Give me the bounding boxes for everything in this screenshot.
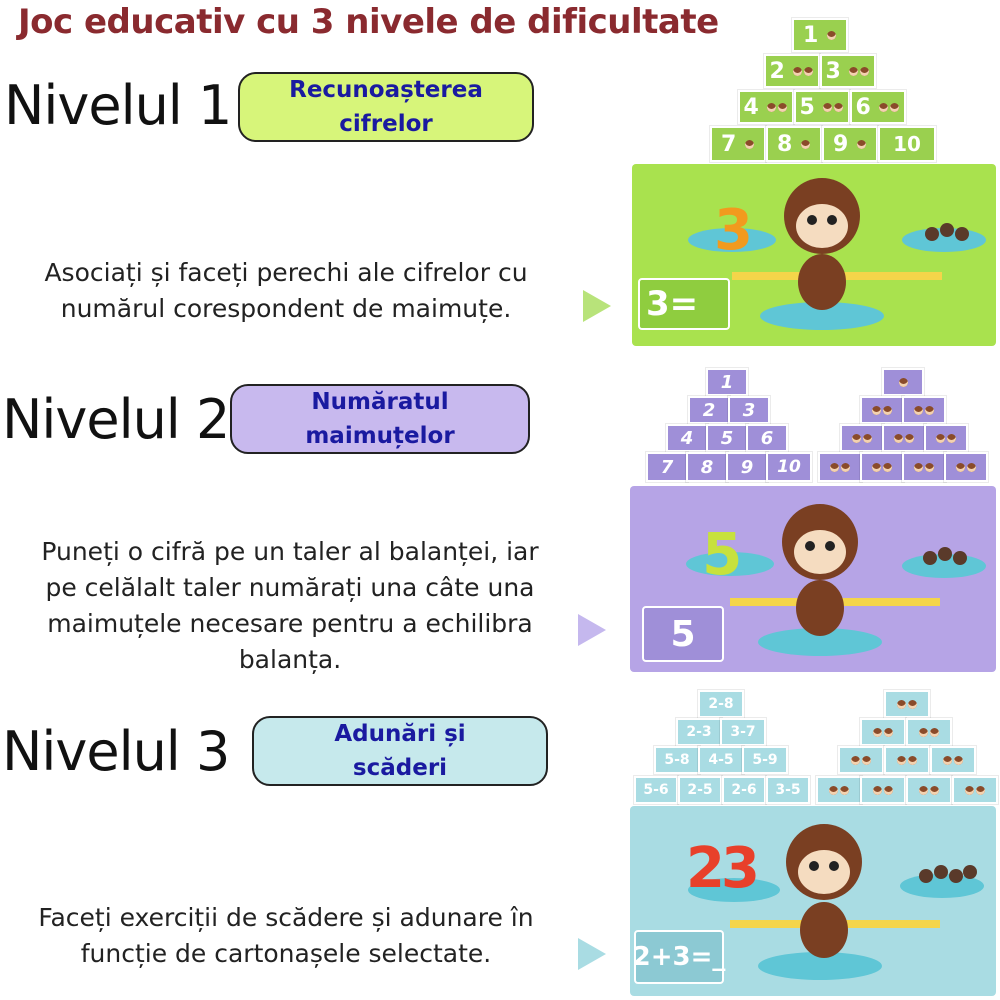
level-2-desc-line: maimuțele necesare pentru a echilibra bbox=[47, 609, 533, 638]
pyramid-card bbox=[906, 718, 952, 746]
level-1-pill bbox=[238, 72, 534, 142]
level-1-desc-line: numărul corespondent de maimuțe. bbox=[60, 294, 512, 323]
page-title: Joc educativ cu 3 nivele de dificultate bbox=[18, 2, 719, 42]
level-3-pill bbox=[252, 716, 548, 786]
pyramid-card: 10 bbox=[766, 452, 812, 482]
pyramid-card: 5-9 bbox=[742, 746, 788, 774]
pyramid-card: 5 bbox=[794, 90, 850, 124]
pyramid-card bbox=[884, 746, 930, 774]
plate-number: 3 bbox=[714, 198, 753, 263]
pyramid-card bbox=[902, 396, 946, 424]
pyramid-card: 2-8 bbox=[698, 690, 744, 718]
pyramid-card bbox=[840, 424, 884, 452]
level-1-desc-line: Asociați și faceți perechi ale cifrelor cu bbox=[44, 258, 528, 287]
level-3-heading: Nivelul 3 bbox=[2, 720, 230, 783]
pyramid-card: 8 bbox=[686, 452, 728, 482]
plate-number: 5 bbox=[702, 520, 743, 588]
pyramid-card: 9 bbox=[726, 452, 768, 482]
level-3-pill-line2: scăderi bbox=[352, 755, 448, 781]
plate-number: 23 bbox=[686, 836, 756, 901]
level-3-card: 2+3=_ bbox=[634, 930, 724, 984]
pyramid-card: 4 bbox=[738, 90, 794, 124]
pyramid-card: 2 bbox=[764, 54, 820, 88]
pyramid-card: 7 bbox=[710, 126, 766, 162]
level-2-desc-line: Puneți o cifră pe un taler al balanței, iar bbox=[41, 537, 539, 566]
level-2-panel bbox=[630, 486, 996, 672]
pyramid-card: 3 bbox=[728, 396, 770, 424]
level-3-pyramid-numbers bbox=[632, 688, 810, 804]
level-1-description bbox=[6, 255, 566, 327]
level-2-arrow-icon bbox=[578, 614, 606, 646]
level-1-arrow-icon bbox=[583, 290, 611, 322]
pyramid-card: 6 bbox=[850, 90, 906, 124]
pyramid-card: 4 bbox=[666, 424, 708, 452]
pyramid-card: 2-5 bbox=[678, 776, 722, 804]
pyramid-card: 3 bbox=[820, 54, 876, 88]
pyramid-card: 6 bbox=[746, 424, 788, 452]
level-3-desc-line: funcție de cartonașele selectate. bbox=[80, 939, 492, 968]
level-1-pyramid bbox=[706, 16, 936, 162]
pyramid-card bbox=[902, 452, 946, 482]
level-2-desc-line: pe celălalt taler numărați una câte una bbox=[45, 573, 535, 602]
pyramid-card bbox=[818, 452, 862, 482]
level-3-panel bbox=[630, 806, 996, 996]
pyramid-card: 8 bbox=[766, 126, 822, 162]
level-3-description bbox=[6, 900, 566, 972]
pyramid-card: 7 bbox=[646, 452, 688, 482]
pyramid-card: 4-5 bbox=[698, 746, 744, 774]
pyramid-card: 1 bbox=[792, 18, 848, 52]
level-2-pyramid-monkeys bbox=[816, 366, 986, 482]
pyramid-card: 2 bbox=[688, 396, 730, 424]
level-3-arrow-icon bbox=[578, 938, 606, 970]
level-1-pill-line2: cifrelor bbox=[339, 111, 433, 137]
level-3-pyramid-monkeys bbox=[814, 688, 996, 804]
pyramid-card bbox=[882, 368, 924, 396]
pyramid-card: 3-5 bbox=[766, 776, 810, 804]
level-3-pill-line1: Adunări și bbox=[334, 721, 466, 747]
pyramid-card bbox=[860, 452, 904, 482]
level-2-card: 5 bbox=[642, 606, 724, 662]
pyramid-card: 9 bbox=[822, 126, 878, 162]
level-1-card: 3= bbox=[638, 278, 730, 330]
level-2-pill-line1: Număratul bbox=[311, 389, 449, 415]
pyramid-card: 5 bbox=[706, 424, 748, 452]
pyramid-card bbox=[884, 690, 930, 718]
pyramid-card bbox=[952, 776, 998, 804]
pyramid-card bbox=[838, 746, 884, 774]
level-2-pill bbox=[230, 384, 530, 454]
pyramid-card: 5-8 bbox=[654, 746, 700, 774]
pyramid-card: 3-7 bbox=[720, 718, 766, 746]
pyramid-card: 2-3 bbox=[676, 718, 722, 746]
pyramid-card: 10 bbox=[878, 126, 936, 162]
level-1-heading: Nivelul 1 bbox=[4, 74, 232, 137]
pyramid-card bbox=[924, 424, 968, 452]
level-2-pill-line2: maimuțelor bbox=[305, 423, 455, 449]
pyramid-card bbox=[882, 424, 926, 452]
level-2-pyramid-numbers bbox=[644, 366, 814, 482]
pyramid-card: 1 bbox=[706, 368, 748, 396]
level-1-panel bbox=[632, 164, 996, 346]
level-2-heading: Nivelul 2 bbox=[2, 388, 230, 451]
pyramid-card bbox=[860, 776, 906, 804]
pyramid-card bbox=[860, 396, 904, 424]
level-2-description bbox=[0, 534, 580, 678]
pyramid-card: 2-6 bbox=[722, 776, 766, 804]
level-1-pill-line1: Recunoașterea bbox=[289, 77, 483, 103]
level-2-desc-line: balanța. bbox=[238, 645, 342, 674]
pyramid-card bbox=[860, 718, 906, 746]
pyramid-card bbox=[944, 452, 988, 482]
pyramid-card bbox=[906, 776, 952, 804]
pyramid-card: 5-6 bbox=[634, 776, 678, 804]
pyramid-card bbox=[930, 746, 976, 774]
level-3-desc-line: Faceți exerciții de scădere și adunare în bbox=[38, 903, 534, 932]
pyramid-card bbox=[816, 776, 862, 804]
